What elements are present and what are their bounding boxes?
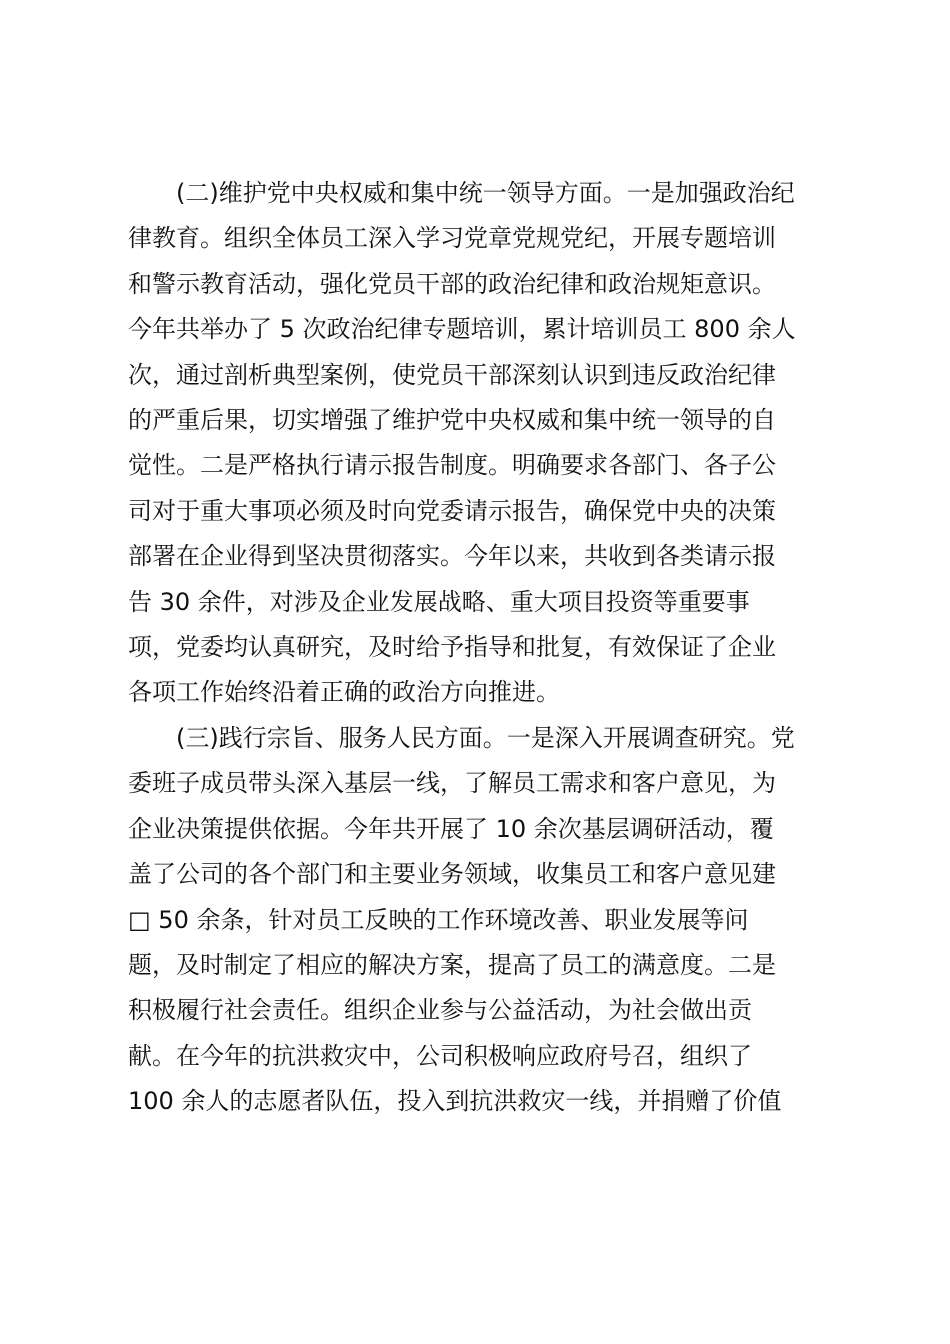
paragraph-line: (三)践行宗旨、服务人民方面。一是深入开展调查研究。党 (176, 724, 795, 752)
paragraph-line: 告 30 余件，对涉及企业发展战略、重大项目投资等重要事 (128, 587, 750, 616)
paragraph-line: 100 余人的志愿者队伍，投入到抗洪救灾一线，并捐赠了价值 (128, 1087, 782, 1116)
paragraph-line: 部署在企业得到坚决贯彻落实。今年以来，共收到各类请示报 (128, 542, 776, 571)
paragraph-line: 盖了公司的各个部门和主要业务领域，收集员工和客户意见建 (128, 860, 776, 889)
paragraph-line: 各项工作始终沿着正确的政治方向推进。 (128, 678, 560, 707)
paragraph-line: □ 50 余条，针对员工反映的工作环境改善、职业发展等问 (128, 905, 749, 934)
paragraph-line: 积极履行社会责任。组织企业参与公益活动，为社会做出贡 (128, 996, 752, 1025)
paragraph-line: 觉性。二是严格执行请示报告制度。明确要求各部门、各子公 (128, 451, 776, 480)
paragraph-line: 今年共举办了 5 次政治纪律专题培训，累计培训员工 800 余人 (128, 315, 796, 344)
paragraph-line: (二)维护党中央权威和集中统一领导方面。一是加强政治纪 (176, 179, 795, 207)
paragraph-line: 企业决策提供依据。今年共开展了 10 余次基层调研活动，覆 (128, 814, 774, 843)
paragraph-line: 献。在今年的抗洪救灾中，公司积极响应政府号召，组织了 (128, 1041, 752, 1070)
paragraph-line: 和警示教育活动，强化党员干部的政治纪律和政治规矩意识。 (128, 269, 776, 298)
paragraph-2 (128, 171, 828, 716)
paragraph-line: 委班子成员带头深入基层一线，了解员工需求和客户意见，为 (128, 769, 776, 798)
paragraph-line: 司对于重大事项必须及时向党委请示报告，确保党中央的决策 (128, 496, 776, 525)
paragraph-line: 题，及时制定了相应的解决方案，提高了员工的满意度。二是 (128, 950, 776, 979)
paragraph-line: 项，党委均认真研究，及时给予指导和批复，有效保证了企业 (128, 632, 776, 661)
paragraph-line: 律教育。组织全体员工深入学习党章党规党纪，开展专题培训 (128, 224, 776, 253)
paragraph-line: 的严重后果，切实增强了维护党中央权威和集中统一领导的自 (128, 405, 776, 434)
paragraph-3 (128, 716, 828, 1125)
paragraph-line: 次，通过剖析典型案例，使党员干部深刻认识到违反政治纪律 (128, 360, 776, 389)
